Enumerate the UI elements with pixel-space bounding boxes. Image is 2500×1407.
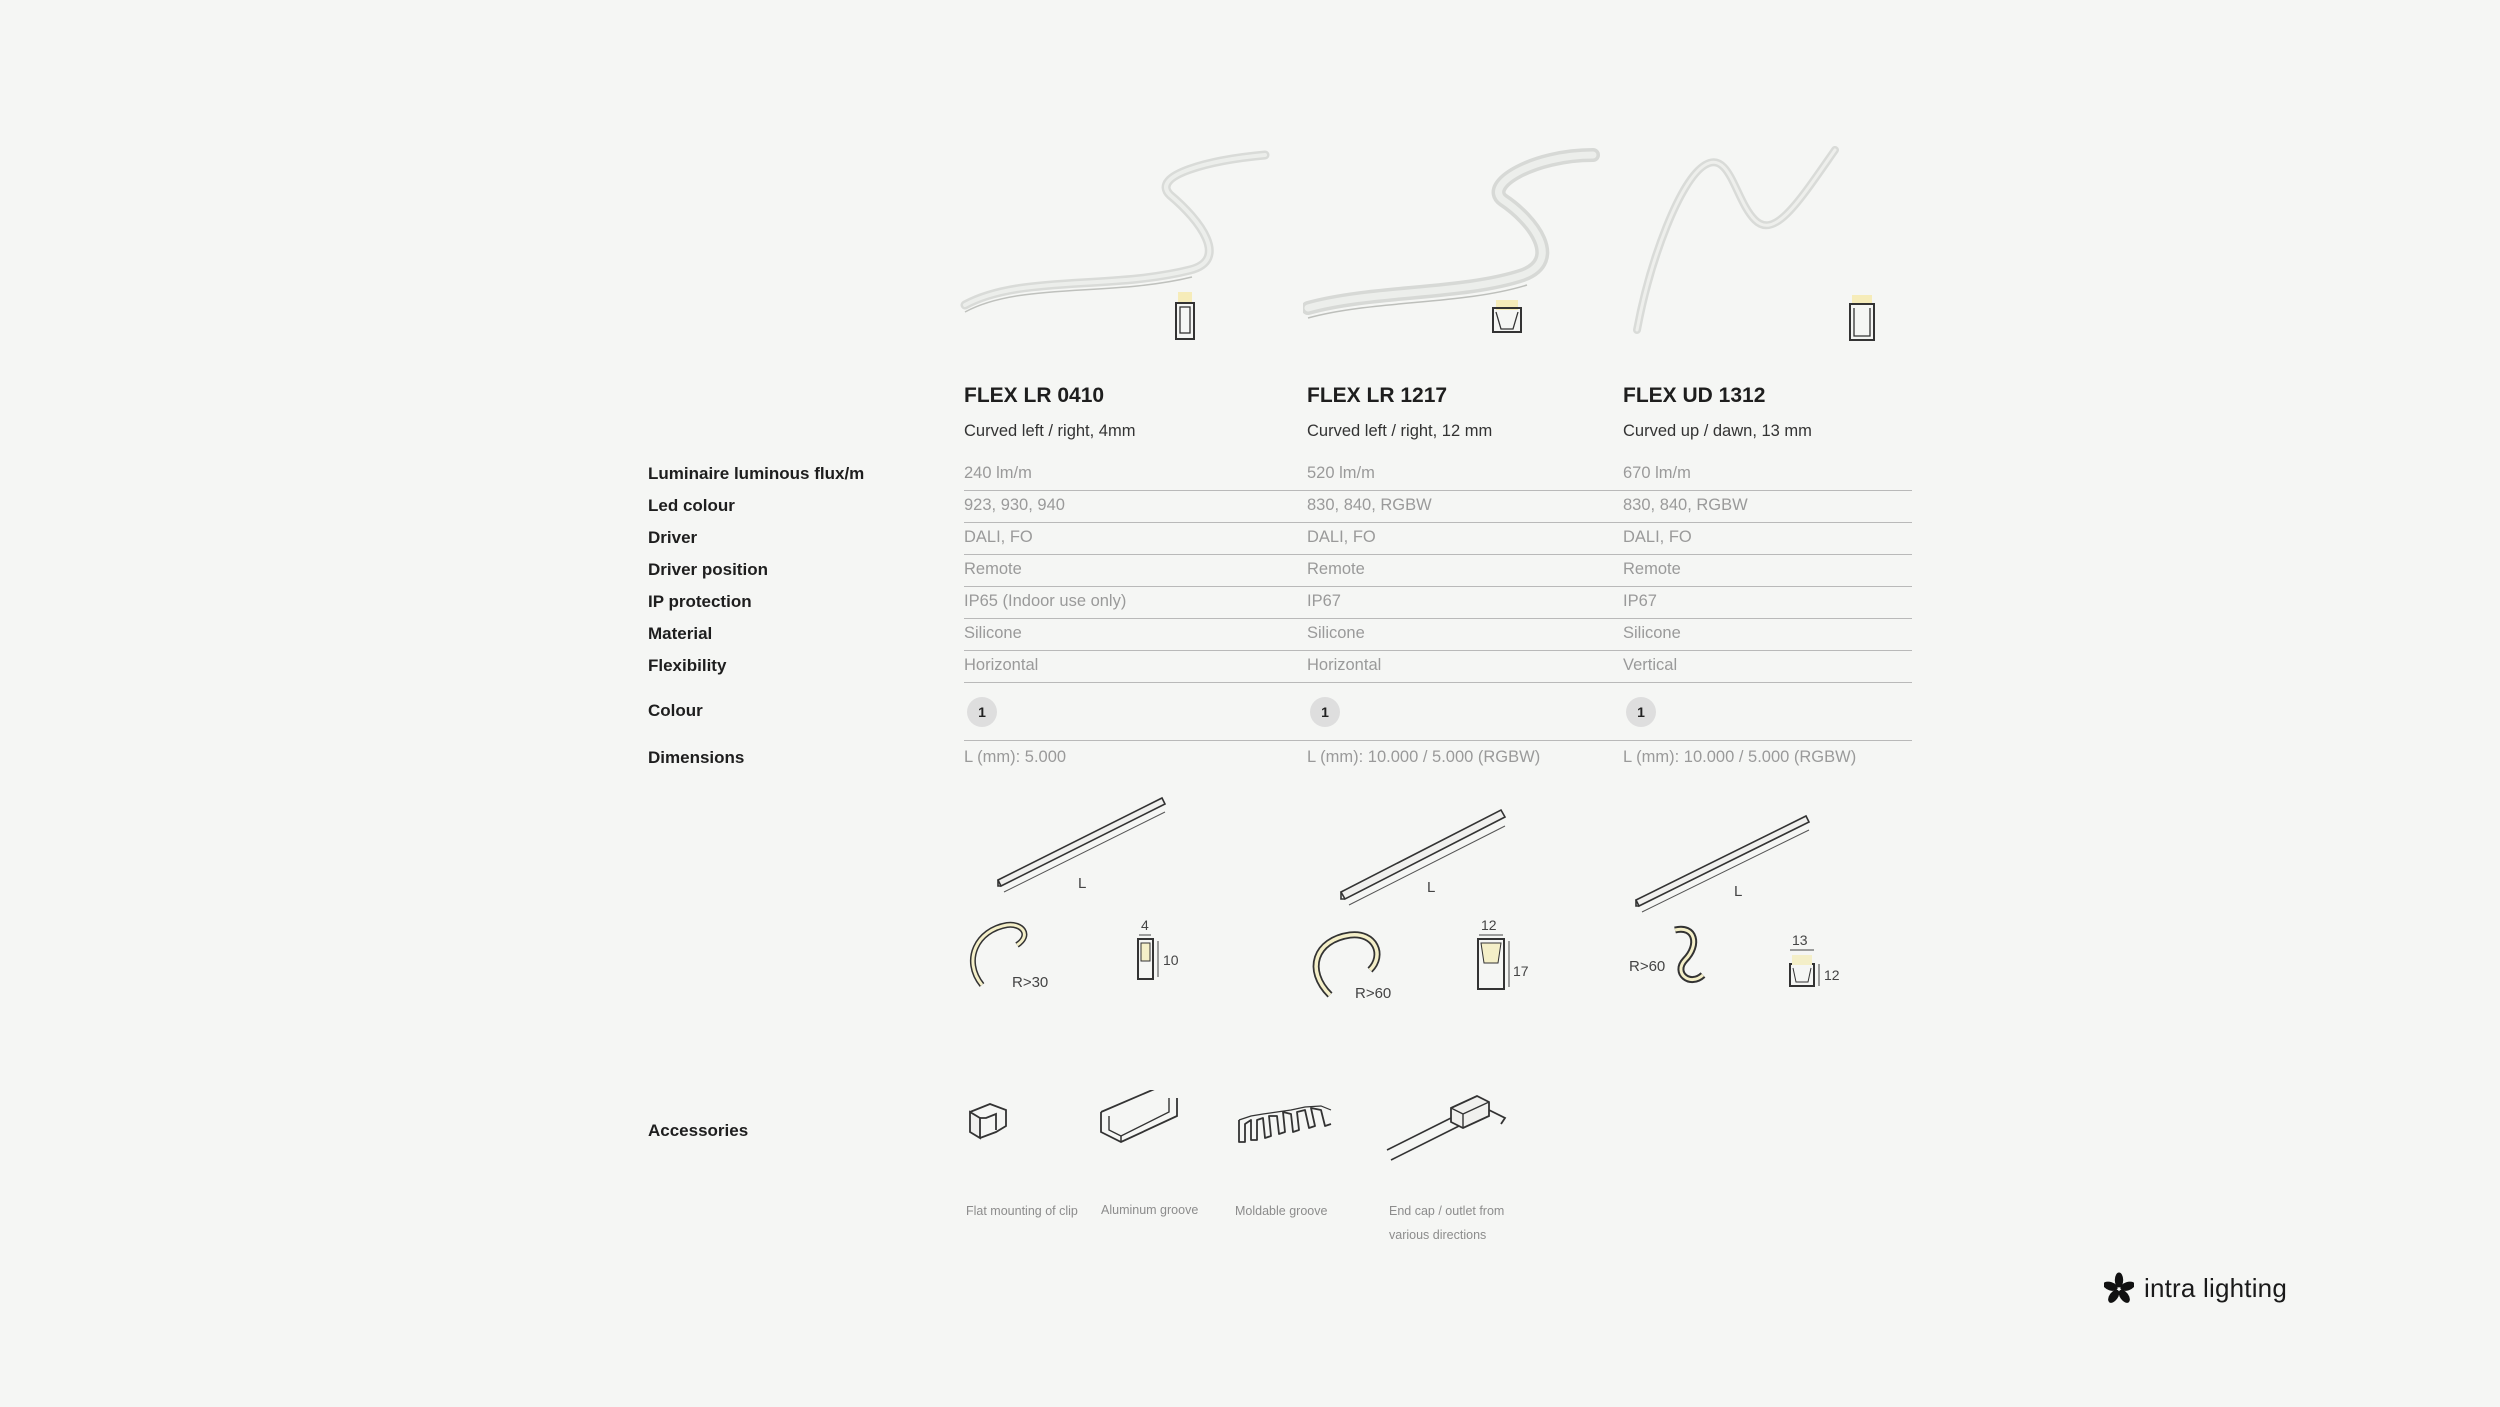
spec-value: Remote [1307,560,1365,578]
spec-label-driver-position: Driver position [648,560,768,579]
dim-width-label: 4 [1141,917,1149,933]
spec-value: IP65 (Indoor use only) [964,592,1127,610]
spec-label-led-colour: Led colour [648,496,735,515]
dim-radius-label: R>60 [1629,958,1666,975]
colour-swatch-badge: 1 [1310,697,1340,727]
row-divider [964,490,1912,491]
dim-width-label: 13 [1792,932,1808,948]
accessory-caption [1389,1199,1504,1247]
dim-radius-label: R>30 [1012,974,1049,991]
spec-value: Remote [1623,560,1681,578]
end-cap-outlet-icon [1385,1090,1515,1165]
spec-label-flexibility: Flexibility [648,656,727,675]
accessory-caption-line: End cap / outlet from [1389,1204,1505,1218]
product-image-flex-lr-0410 [960,140,1280,360]
dim-height-label: 17 [1513,963,1529,979]
row-divider [964,554,1912,555]
spec-value: 240 lm/m [964,464,1032,482]
product-name: FLEX LR 0410 [964,384,1105,407]
spec-value: Vertical [1623,656,1678,674]
product-name: FLEX LR 1217 [1307,384,1448,407]
row-divider [964,650,1912,651]
asterisk-logo-icon [2104,1272,2134,1304]
spec-value: Horizontal [964,656,1039,674]
flat-mounting-clip-icon [962,1090,1022,1150]
spec-label-material: Material [648,624,713,643]
spec-value: 923, 930, 940 [964,496,1065,514]
colour-swatch-badge: 1 [967,697,997,727]
dim-radius-label: R>60 [1355,985,1392,1002]
accessory-caption-line: various directions [1389,1228,1487,1242]
dimension-drawing-length [1333,802,1533,912]
row-divider [964,618,1912,619]
dimension-drawing-radius [962,915,1072,1005]
dimension-drawing-section [1780,930,1850,1000]
dim-height-label: 10 [1163,952,1179,968]
dim-length-label: L [1734,883,1743,900]
product-subtitle: Curved up / dawn, 13 mm [1623,422,1812,440]
row-divider [964,586,1912,587]
brand-name: intra lighting [2144,1272,2287,1303]
accessory-caption: Aluminum groove [1101,1203,1199,1217]
product-subtitle: Curved left / right, 4mm [964,422,1136,440]
spec-value: Silicone [964,624,1022,642]
spec-value: 520 lm/m [1307,464,1375,482]
spec-value: 670 lm/m [1623,464,1691,482]
spec-value: IP67 [1307,592,1341,610]
spec-label-colour: Colour [648,701,703,720]
row-divider [964,682,1912,683]
product-image-flex-lr-1217 [1303,140,1603,360]
dimension-drawing-section [1470,915,1540,1005]
spec-label-ip-protection: IP protection [648,592,752,611]
dimension-drawing-length [1630,808,1830,918]
spec-value: DALI, FO [1307,528,1376,546]
spec-value: Silicone [1623,624,1681,642]
dim-length-label: L [1078,875,1087,892]
dimension-drawing-radius [1625,915,1735,1005]
accessories-label: Accessories [648,1121,749,1140]
moldable-groove-icon [1235,1090,1340,1150]
dimension-drawing-length [990,790,1190,900]
spec-value: DALI, FO [964,528,1033,546]
spec-label-driver: Driver [648,528,698,547]
spec-value: IP67 [1623,592,1657,610]
spec-value: Horizontal [1307,656,1382,674]
row-divider [964,522,1912,523]
row-divider [964,740,1912,741]
product-image-flex-ud-1312 [1625,140,1885,360]
spec-value: Silicone [1307,624,1365,642]
spec-value: L (mm): 5.000 [964,748,1067,766]
brand-logo [2104,1268,2287,1308]
spec-value: DALI, FO [1623,528,1692,546]
dim-length-label: L [1427,879,1436,896]
dimension-drawing-radius [1305,920,1415,1010]
accessory-caption: Flat mounting of clip [966,1204,1078,1218]
product-subtitle: Curved left / right, 12 mm [1307,422,1493,440]
aluminum-groove-icon [1095,1090,1185,1150]
spec-value: L (mm): 10.000 / 5.000 (RGBW) [1307,748,1541,766]
accessory-caption: Moldable groove [1235,1204,1328,1218]
spec-label-flux: Luminaire luminous flux/m [648,464,865,483]
colour-swatch-badge: 1 [1626,697,1656,727]
spec-value: 830, 840, RGBW [1307,496,1432,514]
product-name: FLEX UD 1312 [1623,384,1766,407]
dim-height-label: 12 [1824,967,1840,983]
dim-width-label: 12 [1481,917,1497,933]
spec-value: 830, 840, RGBW [1623,496,1748,514]
spec-value: L (mm): 10.000 / 5.000 (RGBW) [1623,748,1857,766]
dimension-drawing-section [1125,915,1200,995]
spec-label-dimensions: Dimensions [648,748,745,767]
spec-value: Remote [964,560,1022,578]
